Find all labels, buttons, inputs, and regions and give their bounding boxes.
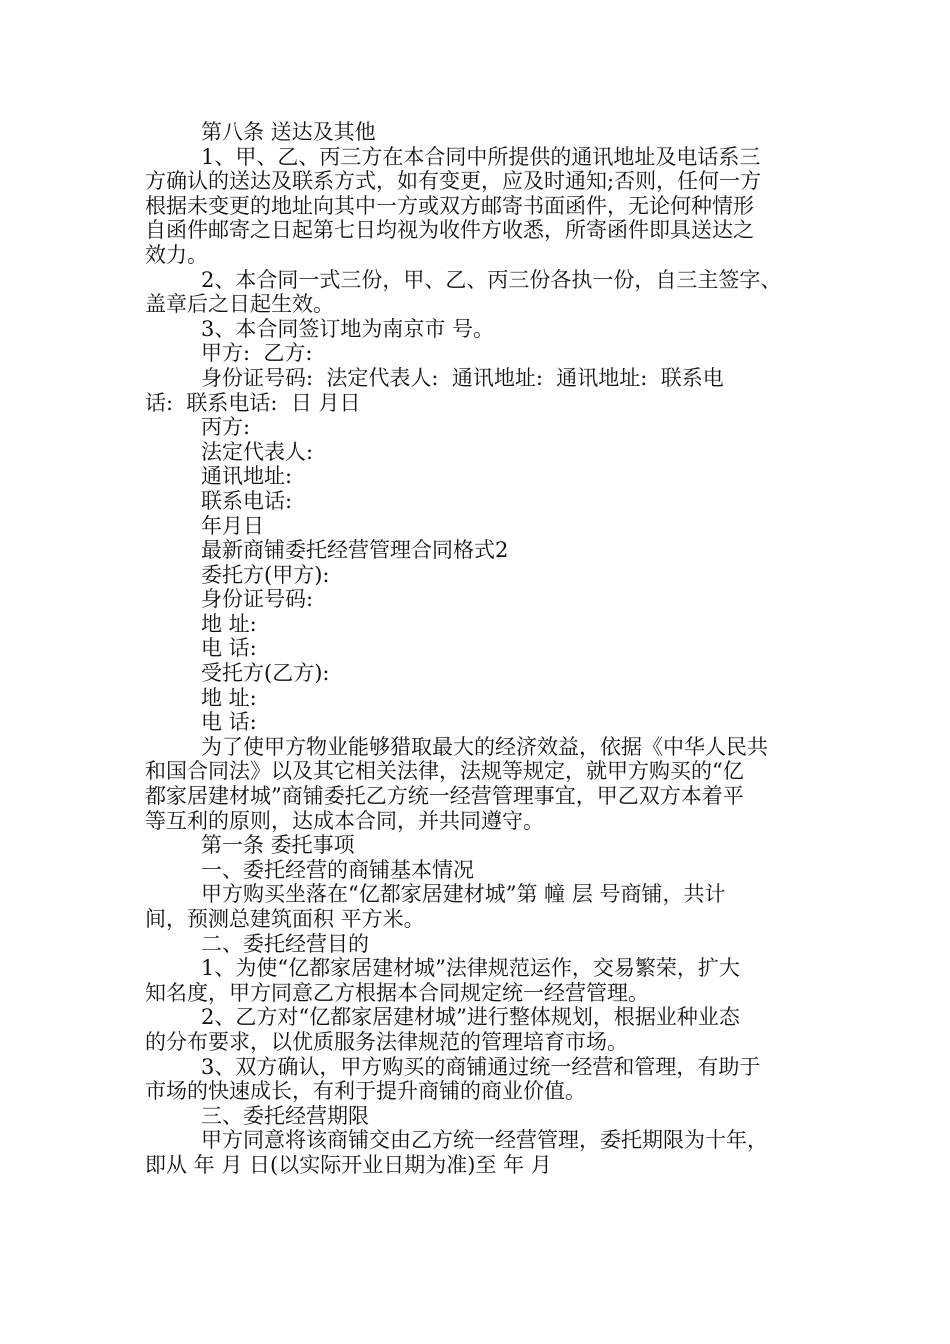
text-line: 1、为使“亿都家居建材城”法律规范运作，交易繁荣，扩大 [201, 956, 740, 981]
text-line: 盖章后之日起生效。 [145, 292, 334, 317]
text-line: 地 址: [201, 685, 257, 710]
text-line: 通讯地址: [201, 464, 293, 489]
text-line: 最新商铺委托经营管理合同格式2 [201, 538, 509, 563]
text-line: 联系电话: [201, 488, 293, 513]
text-line: 为了使甲方物业能够猎取最大的经济效益，依据《中华人民共 [201, 734, 768, 759]
text-line: 话: 联系电话: 日 月日 [145, 390, 361, 415]
text-line: 2、乙方对“亿都家居建材城”进行整体规划，根据业种业态 [201, 1005, 740, 1030]
text-line: 3、本合同签订地为南京市 号。 [201, 316, 495, 341]
text-line: 一、委托经营的商铺基本情况 [201, 857, 474, 882]
text-line: 知名度，甲方同意乙方根据本合同规定统一经营管理。 [145, 980, 649, 1005]
text-line: 委托方(甲方): [201, 562, 330, 587]
text-line: 效力。 [145, 242, 208, 267]
text-line: 受托方(乙方): [201, 661, 330, 686]
text-line: 甲方: 乙方: [201, 341, 313, 366]
text-line: 法定代表人: [201, 439, 314, 464]
text-line: 1、甲、乙、丙三方在本合同中所提供的通讯地址及电话系三 [201, 144, 761, 169]
text-line: 身份证号码: 法定代表人: 通讯地址: 通讯地址: 联系电 [201, 365, 724, 390]
text-line: 第一条 委托事项 [201, 833, 355, 858]
text-line: 二、委托经营目的 [201, 931, 369, 956]
text-line: 间，预测总建筑面积 平方米。 [145, 907, 425, 931]
text-line: 电 话: [201, 710, 257, 735]
text-line: 电 话: [201, 636, 257, 661]
text-line: 身份证号码: [201, 587, 314, 612]
text-line: 的分布要求，以优质服务法律规范的管理培育市场。 [145, 1029, 628, 1054]
text-line: 三、委托经营期限 [201, 1103, 369, 1128]
text-line: 地 址: [201, 611, 257, 636]
text-line: 等互利的原则，达成本合同，并共同遵守。 [145, 808, 544, 833]
text-line: 市场的快速成长，有利于提升商铺的商业价值。 [145, 1079, 586, 1104]
text-line: 丙方: [201, 415, 251, 440]
text-line: 年月日 [201, 513, 264, 538]
text-line: 都家居建材城”商铺委托乙方统一经营管理事宜，甲乙双方本着平 [145, 784, 744, 809]
text-line: 自函件邮寄之日起第七日均视为收件方收悉，所寄函件即具送达之 [145, 218, 754, 243]
text-line: 和国合同法》以及其它相关法律，法规等规定，就甲方购买的“亿 [145, 759, 744, 784]
document-page [145, 120, 810, 1178]
text-line: 方确认的送达及联系方式，如有变更，应及时通知;否则，任何一方 [145, 169, 762, 194]
text-line: 即从 年 月 日(以实际开业日期为准)至 年 月 [145, 1152, 552, 1177]
text-line: 3、双方确认，甲方购买的商铺通过统一经营和管理，有助于 [201, 1054, 761, 1079]
text-line: 第八条 送达及其他 [201, 120, 376, 144]
text-line: 甲方购买坐落在“亿都家居建材城”第 幢 层 号商铺，共计 [201, 882, 726, 907]
text-line: 根据未变更的地址向其中一方或双方邮寄书面函件，无论何种情形 [145, 193, 754, 218]
text-line: 2、本合同一式三份，甲、乙、丙三份各执一份，自三主签字、 [201, 267, 782, 292]
text-line: 甲方同意将该商铺交由乙方统一经营管理，委托期限为十年， [201, 1128, 768, 1153]
